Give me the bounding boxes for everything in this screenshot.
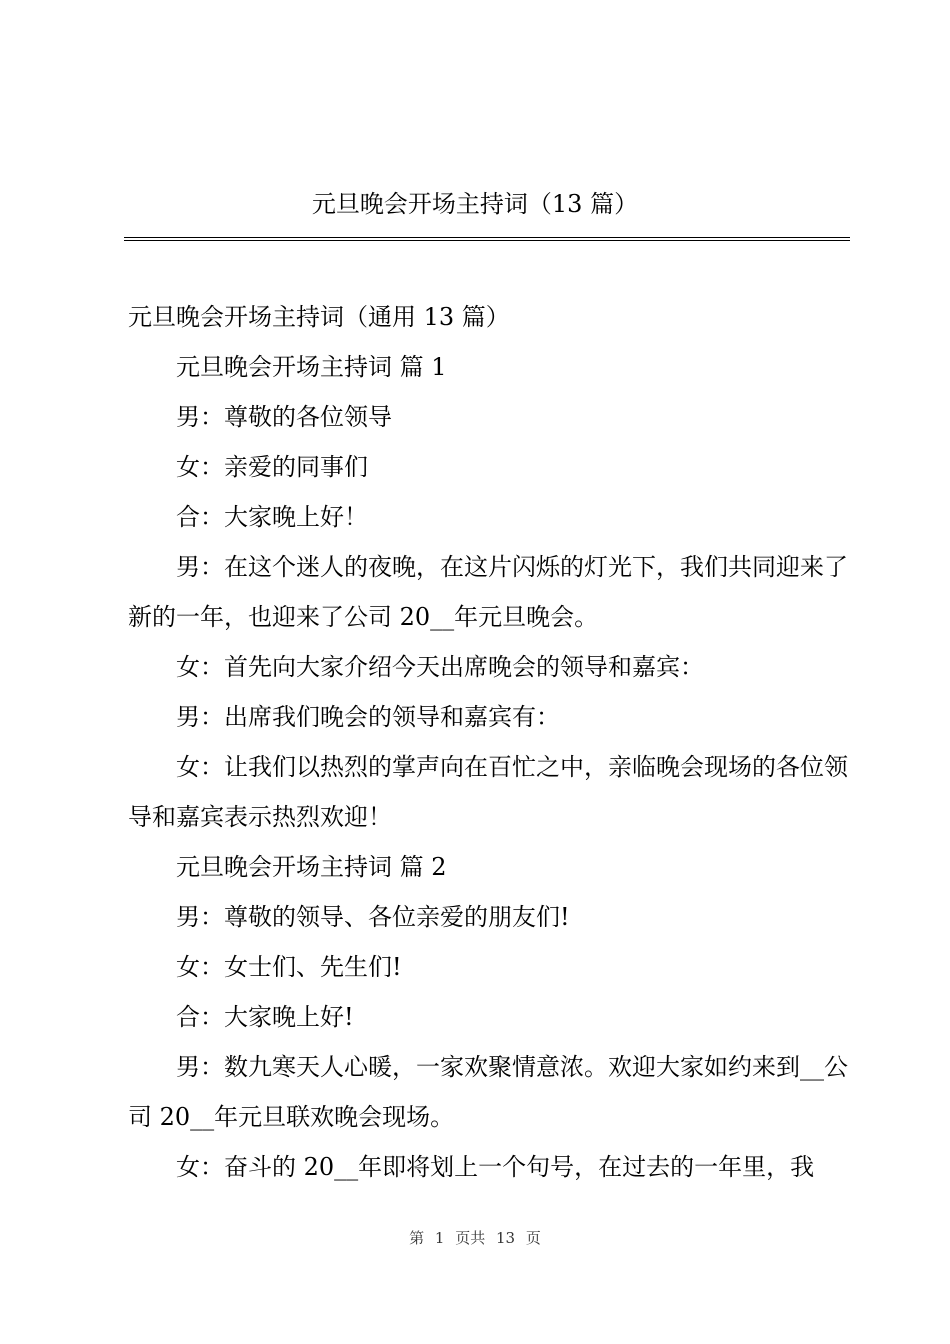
title-double-rule (124, 237, 850, 241)
paragraph: 男：在这个迷人的夜晚，在这片闪烁的灯光下，我们共同迎来了新的一年，也迎来了公司 20__年元旦晚会。 (128, 553, 848, 631)
paragraph-section-heading-2: 元旦晚会开场主持词 篇 2 (176, 853, 447, 881)
paragraph: 女：首先向大家介绍今天出席晚会的领导和嘉宾： (176, 653, 704, 681)
paragraph: 男：数九寒天人心暖，一家欢聚情意浓。欢迎大家如约来到__公司 20__年元旦联欢晚会现场。 (128, 1053, 848, 1131)
paragraph: 女：亲爱的同事们 (176, 453, 368, 481)
paragraph: 合：大家晚上好! (176, 1003, 354, 1031)
paragraph: 男：尊敬的各位领导 (176, 403, 392, 431)
paragraph: 男：尊敬的领导、各位亲爱的朋友们! (176, 903, 570, 931)
page-title: 元旦晚会开场主持词（13 篇） (311, 190, 639, 218)
paragraph-subtitle: 元旦晚会开场主持词（通用 13 篇） (128, 303, 510, 331)
paragraph: 女：让我们以热烈的掌声向在百忙之中，亲临晚会现场的各位领导和嘉宾表示热烈欢迎！ (128, 753, 848, 831)
paragraph-section-heading-1: 元旦晚会开场主持词 篇 1 (176, 353, 447, 381)
paragraph: 女：女士们、先生们! (176, 953, 402, 981)
paragraph: 男：出席我们晚会的领导和嘉宾有： (176, 703, 560, 731)
document-body (128, 292, 848, 1192)
paragraph: 女：奋斗的 20__年即将划上一个句号，在过去的一年里，我 (176, 1153, 815, 1181)
paragraph: 合：大家晚上好！ (176, 503, 368, 531)
page-footer: 第 1 页共 13 页 (409, 1229, 541, 1247)
